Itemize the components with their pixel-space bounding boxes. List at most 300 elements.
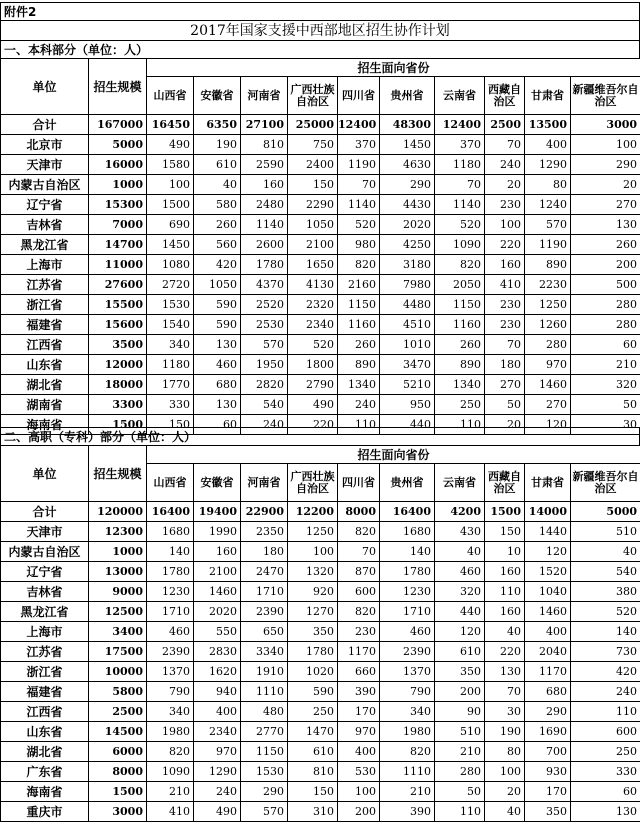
quota-value: 1250 bbox=[525, 295, 571, 315]
quota-value: 810 bbox=[241, 135, 288, 155]
quota-value: 280 bbox=[571, 295, 640, 315]
unit-header: 单位 bbox=[1, 446, 89, 502]
quota-value: 1520 bbox=[525, 562, 571, 582]
quota-value: 4370 bbox=[241, 275, 288, 295]
quota-value: 340 bbox=[380, 702, 435, 722]
quota-value: 2530 bbox=[241, 315, 288, 335]
quota-value: 2600 bbox=[241, 235, 288, 255]
quota-value: 280 bbox=[435, 762, 485, 782]
region-name: 重庆市 bbox=[1, 802, 89, 822]
province-header: 广西壮族自治区 bbox=[288, 77, 338, 115]
region-name: 湖北省 bbox=[1, 742, 89, 762]
quota-value: 1680 bbox=[380, 522, 435, 542]
quota-value: 48300 bbox=[380, 115, 435, 135]
quota-value: 150 bbox=[485, 522, 525, 542]
province-header: 甘肃省 bbox=[525, 77, 571, 115]
province-header: 四川省 bbox=[338, 77, 380, 115]
region-name: 湖北省 bbox=[1, 375, 89, 395]
quota-value: 2290 bbox=[288, 195, 338, 215]
quota-value: 520 bbox=[571, 602, 640, 622]
quota-value: 1290 bbox=[194, 762, 241, 782]
quota-value: 22900 bbox=[241, 502, 288, 522]
quota-value: 270 bbox=[485, 375, 525, 395]
quota-value: 370 bbox=[338, 135, 380, 155]
quota-value: 1780 bbox=[147, 562, 194, 582]
quota-value: 1150 bbox=[241, 742, 288, 762]
quota-value: 160 bbox=[194, 542, 241, 562]
scale-header: 招生规模 bbox=[89, 446, 147, 502]
province-header: 河南省 bbox=[241, 464, 288, 502]
quota-value: 2470 bbox=[241, 562, 288, 582]
quota-value: 200 bbox=[571, 255, 640, 275]
quota-value: 40 bbox=[194, 175, 241, 195]
target-provinces-header: 招生面向省份 bbox=[147, 446, 640, 464]
scale-value: 27600 bbox=[89, 275, 147, 295]
quota-value: 2590 bbox=[241, 155, 288, 175]
quota-value: 7980 bbox=[380, 275, 435, 295]
table-row bbox=[1, 622, 640, 642]
quota-value: 1250 bbox=[288, 522, 338, 542]
quota-value: 200 bbox=[338, 802, 380, 822]
quota-value: 1340 bbox=[338, 375, 380, 395]
quota-value: 970 bbox=[194, 742, 241, 762]
quota-value: 27100 bbox=[241, 115, 288, 135]
quota-value: 1580 bbox=[147, 155, 194, 175]
quota-value: 1240 bbox=[525, 195, 571, 215]
quota-value: 190 bbox=[194, 135, 241, 155]
quota-value: 290 bbox=[525, 702, 571, 722]
quota-value: 270 bbox=[571, 195, 640, 215]
table-row bbox=[1, 315, 640, 335]
quota-value: 1950 bbox=[241, 355, 288, 375]
quota-value: 180 bbox=[241, 542, 288, 562]
quota-value: 230 bbox=[485, 195, 525, 215]
scale-value: 120000 bbox=[89, 502, 147, 522]
quota-value: 20 bbox=[485, 782, 525, 802]
quota-value: 1370 bbox=[147, 662, 194, 682]
quota-value: 270 bbox=[525, 395, 571, 415]
region-name: 山东省 bbox=[1, 355, 89, 375]
quota-value: 40 bbox=[485, 802, 525, 822]
quota-value: 2160 bbox=[338, 275, 380, 295]
quota-value: 120 bbox=[525, 415, 571, 435]
table-row bbox=[1, 602, 640, 622]
scale-value: 18000 bbox=[89, 375, 147, 395]
quota-value: 250 bbox=[288, 702, 338, 722]
region-name: 江苏省 bbox=[1, 275, 89, 295]
scale-value: 8000 bbox=[89, 762, 147, 782]
quota-value: 5000 bbox=[571, 502, 640, 522]
scale-value: 6000 bbox=[89, 742, 147, 762]
quota-value: 1090 bbox=[147, 762, 194, 782]
quota-value: 70 bbox=[338, 542, 380, 562]
quota-value: 1080 bbox=[147, 255, 194, 275]
region-name: 湖南省 bbox=[1, 395, 89, 415]
quota-value: 1160 bbox=[338, 315, 380, 335]
quota-value: 280 bbox=[525, 335, 571, 355]
quota-value: 540 bbox=[571, 562, 640, 582]
quota-value: 2390 bbox=[380, 642, 435, 662]
region-name: 吉林省 bbox=[1, 582, 89, 602]
quota-value: 600 bbox=[571, 722, 640, 742]
quota-value: 560 bbox=[194, 235, 241, 255]
quota-value: 2050 bbox=[435, 275, 485, 295]
region-name: 江西省 bbox=[1, 335, 89, 355]
quota-value: 19400 bbox=[194, 502, 241, 522]
quota-value: 1320 bbox=[288, 562, 338, 582]
region-name: 山东省 bbox=[1, 722, 89, 742]
quota-value: 400 bbox=[525, 622, 571, 642]
province-header: 西藏自治区 bbox=[485, 464, 525, 502]
quota-value: 1980 bbox=[380, 722, 435, 742]
quota-value: 1050 bbox=[288, 215, 338, 235]
quota-value: 1620 bbox=[194, 662, 241, 682]
quota-value: 440 bbox=[435, 602, 485, 622]
scale-value: 12300 bbox=[89, 522, 147, 542]
quota-value: 8000 bbox=[338, 502, 380, 522]
quota-value: 110 bbox=[435, 415, 485, 435]
quota-value: 70 bbox=[485, 135, 525, 155]
scale-value: 11000 bbox=[89, 255, 147, 275]
quota-value: 1460 bbox=[525, 375, 571, 395]
quota-value: 320 bbox=[571, 375, 640, 395]
quota-value: 140 bbox=[571, 622, 640, 642]
quota-value: 400 bbox=[525, 135, 571, 155]
quota-value: 50 bbox=[571, 395, 640, 415]
quota-value: 460 bbox=[380, 622, 435, 642]
table-row bbox=[1, 235, 640, 255]
quota-value: 70 bbox=[435, 175, 485, 195]
quota-value: 1230 bbox=[147, 582, 194, 602]
quota-value: 520 bbox=[338, 215, 380, 235]
region-name: 内蒙古自治区 bbox=[1, 542, 89, 562]
region-name: 上海市 bbox=[1, 255, 89, 275]
table-row bbox=[1, 542, 640, 562]
quota-value: 1770 bbox=[147, 375, 194, 395]
region-name: 合计 bbox=[1, 115, 89, 135]
quota-value: 40 bbox=[435, 542, 485, 562]
province-header: 山西省 bbox=[147, 464, 194, 502]
quota-value: 1690 bbox=[525, 722, 571, 742]
quota-value: 5210 bbox=[380, 375, 435, 395]
quota-value: 460 bbox=[194, 355, 241, 375]
quota-value: 260 bbox=[194, 215, 241, 235]
quota-value: 2020 bbox=[194, 602, 241, 622]
quota-value: 100 bbox=[147, 175, 194, 195]
quota-value: 1230 bbox=[380, 582, 435, 602]
quota-value: 30 bbox=[571, 415, 640, 435]
quota-value: 2830 bbox=[194, 642, 241, 662]
quota-value: 290 bbox=[571, 155, 640, 175]
quota-value: 1150 bbox=[338, 295, 380, 315]
quota-value: 2520 bbox=[241, 295, 288, 315]
quota-value: 20 bbox=[485, 175, 525, 195]
quota-value: 580 bbox=[194, 195, 241, 215]
quota-value: 130 bbox=[571, 215, 640, 235]
quota-value: 1470 bbox=[288, 722, 338, 742]
quota-value: 1180 bbox=[147, 355, 194, 375]
region-name: 黑龙江省 bbox=[1, 602, 89, 622]
quota-value: 1340 bbox=[435, 375, 485, 395]
quota-value: 2480 bbox=[241, 195, 288, 215]
quota-value: 1440 bbox=[525, 522, 571, 542]
total-row bbox=[1, 115, 640, 135]
quota-value: 2020 bbox=[380, 215, 435, 235]
quota-value: 1540 bbox=[147, 315, 194, 335]
quota-value: 160 bbox=[241, 175, 288, 195]
quota-value: 220 bbox=[288, 415, 338, 435]
quota-value: 1780 bbox=[288, 642, 338, 662]
region-name: 辽宁省 bbox=[1, 562, 89, 582]
quota-value: 490 bbox=[147, 135, 194, 155]
quota-value: 970 bbox=[525, 355, 571, 375]
table-row bbox=[1, 582, 640, 602]
region-name: 吉林省 bbox=[1, 215, 89, 235]
quota-value: 350 bbox=[525, 802, 571, 822]
quota-value: 460 bbox=[435, 562, 485, 582]
quota-value: 150 bbox=[288, 782, 338, 802]
table-row bbox=[1, 155, 640, 175]
region-name: 福建省 bbox=[1, 682, 89, 702]
quota-value: 2390 bbox=[241, 602, 288, 622]
table-row bbox=[1, 335, 640, 355]
quota-value: 2790 bbox=[288, 375, 338, 395]
quota-value: 940 bbox=[194, 682, 241, 702]
attachment-label: 附件2 bbox=[0, 2, 640, 20]
province-header: 云南省 bbox=[435, 77, 485, 115]
quota-value: 4510 bbox=[380, 315, 435, 335]
section1-title: 一、本科部分（单位：人） bbox=[0, 40, 640, 58]
quota-value: 1710 bbox=[380, 602, 435, 622]
quota-value: 210 bbox=[380, 782, 435, 802]
quota-value: 110 bbox=[338, 415, 380, 435]
quota-value: 220 bbox=[485, 642, 525, 662]
quota-value: 60 bbox=[571, 782, 640, 802]
quota-value: 1270 bbox=[288, 602, 338, 622]
quota-value: 70 bbox=[338, 175, 380, 195]
quota-value: 240 bbox=[241, 415, 288, 435]
scale-value: 17500 bbox=[89, 642, 147, 662]
quota-value: 280 bbox=[571, 315, 640, 335]
quota-value: 610 bbox=[435, 642, 485, 662]
quota-value: 2100 bbox=[288, 235, 338, 255]
region-name: 上海市 bbox=[1, 622, 89, 642]
quota-value: 730 bbox=[571, 642, 640, 662]
quota-value: 970 bbox=[338, 722, 380, 742]
province-header: 新疆维吾尔自治区 bbox=[571, 77, 640, 115]
quota-value: 12200 bbox=[288, 502, 338, 522]
quota-value: 1450 bbox=[147, 235, 194, 255]
quota-value: 200 bbox=[435, 682, 485, 702]
quota-value: 1460 bbox=[525, 602, 571, 622]
quota-value: 420 bbox=[194, 255, 241, 275]
quota-value: 1050 bbox=[194, 275, 241, 295]
quota-value: 180 bbox=[485, 355, 525, 375]
quota-value: 500 bbox=[571, 275, 640, 295]
quota-value: 240 bbox=[485, 155, 525, 175]
province-header: 安徽省 bbox=[194, 464, 241, 502]
quota-value: 3340 bbox=[241, 642, 288, 662]
quota-value: 1710 bbox=[241, 582, 288, 602]
section1-table bbox=[0, 58, 640, 435]
target-provinces-header: 招生面向省份 bbox=[147, 59, 640, 77]
quota-value: 30 bbox=[485, 702, 525, 722]
quota-value: 680 bbox=[525, 682, 571, 702]
table-row bbox=[1, 295, 640, 315]
quota-value: 600 bbox=[338, 582, 380, 602]
quota-value: 140 bbox=[147, 542, 194, 562]
region-name: 海南省 bbox=[1, 782, 89, 802]
quota-value: 790 bbox=[380, 682, 435, 702]
quota-value: 120 bbox=[435, 622, 485, 642]
table-row bbox=[1, 522, 640, 542]
scale-value: 3000 bbox=[89, 802, 147, 822]
quota-value: 3180 bbox=[380, 255, 435, 275]
quota-value: 70 bbox=[485, 682, 525, 702]
quota-value: 40 bbox=[571, 542, 640, 562]
quota-value: 2720 bbox=[147, 275, 194, 295]
province-header: 贵州省 bbox=[380, 464, 435, 502]
quota-value: 400 bbox=[338, 742, 380, 762]
region-name: 天津市 bbox=[1, 522, 89, 542]
quota-value: 920 bbox=[288, 582, 338, 602]
quota-value: 160 bbox=[485, 562, 525, 582]
quota-value: 1530 bbox=[241, 762, 288, 782]
region-name: 辽宁省 bbox=[1, 195, 89, 215]
quota-value: 590 bbox=[288, 682, 338, 702]
scale-value: 16000 bbox=[89, 155, 147, 175]
quota-value: 1180 bbox=[435, 155, 485, 175]
scale-value: 1500 bbox=[89, 415, 147, 435]
quota-value: 12400 bbox=[338, 115, 380, 135]
quota-value: 16400 bbox=[147, 502, 194, 522]
quota-value: 1140 bbox=[435, 195, 485, 215]
quota-value: 50 bbox=[435, 782, 485, 802]
quota-value: 240 bbox=[571, 682, 640, 702]
scale-value: 15500 bbox=[89, 295, 147, 315]
quota-value: 890 bbox=[338, 355, 380, 375]
table-row bbox=[1, 175, 640, 195]
quota-value: 260 bbox=[435, 335, 485, 355]
quota-value: 250 bbox=[435, 395, 485, 415]
quota-value: 16400 bbox=[380, 502, 435, 522]
table-row bbox=[1, 742, 640, 762]
quota-value: 930 bbox=[525, 762, 571, 782]
quota-value: 520 bbox=[435, 215, 485, 235]
header-row bbox=[1, 59, 640, 77]
quota-value: 1010 bbox=[380, 335, 435, 355]
quota-value: 320 bbox=[435, 582, 485, 602]
quota-value: 4130 bbox=[288, 275, 338, 295]
region-name: 合计 bbox=[1, 502, 89, 522]
quota-value: 2340 bbox=[194, 722, 241, 742]
total-row bbox=[1, 502, 640, 522]
scale-value: 13000 bbox=[89, 562, 147, 582]
region-name: 江西省 bbox=[1, 702, 89, 722]
quota-value: 3470 bbox=[380, 355, 435, 375]
quota-value: 100 bbox=[485, 215, 525, 235]
quota-value: 820 bbox=[147, 742, 194, 762]
quota-value: 680 bbox=[194, 375, 241, 395]
quota-value: 190 bbox=[485, 722, 525, 742]
quota-value: 150 bbox=[147, 415, 194, 435]
quota-value: 2350 bbox=[241, 522, 288, 542]
quota-value: 1780 bbox=[380, 562, 435, 582]
quota-value: 2390 bbox=[147, 642, 194, 662]
scale-value: 12000 bbox=[89, 355, 147, 375]
region-name: 北京市 bbox=[1, 135, 89, 155]
scale-value: 5800 bbox=[89, 682, 147, 702]
quota-value: 160 bbox=[485, 602, 525, 622]
quota-value: 2040 bbox=[525, 642, 571, 662]
quota-value: 410 bbox=[147, 802, 194, 822]
quota-value: 290 bbox=[241, 782, 288, 802]
quota-value: 13500 bbox=[525, 115, 571, 135]
quota-value: 750 bbox=[288, 135, 338, 155]
quota-value: 540 bbox=[241, 395, 288, 415]
region-name: 广东省 bbox=[1, 762, 89, 782]
region-name: 天津市 bbox=[1, 155, 89, 175]
quota-value: 1780 bbox=[241, 255, 288, 275]
quota-value: 130 bbox=[194, 335, 241, 355]
quota-value: 210 bbox=[147, 782, 194, 802]
quota-value: 290 bbox=[380, 175, 435, 195]
table-row bbox=[1, 395, 640, 415]
table-row bbox=[1, 782, 640, 802]
scale-value: 14500 bbox=[89, 722, 147, 742]
region-name: 内蒙古自治区 bbox=[1, 175, 89, 195]
quota-value: 1680 bbox=[147, 522, 194, 542]
document-title: 2017年国家支援中西部地区招生协作计划 bbox=[0, 20, 640, 40]
quota-value: 420 bbox=[571, 662, 640, 682]
quota-value: 1160 bbox=[435, 315, 485, 335]
quota-value: 1450 bbox=[380, 135, 435, 155]
quota-value: 1190 bbox=[525, 235, 571, 255]
quota-value: 240 bbox=[194, 782, 241, 802]
quota-value: 170 bbox=[338, 702, 380, 722]
quota-value: 2400 bbox=[288, 155, 338, 175]
quota-value: 260 bbox=[571, 235, 640, 255]
quota-value: 260 bbox=[338, 335, 380, 355]
quota-value: 250 bbox=[571, 742, 640, 762]
quota-value: 60 bbox=[571, 335, 640, 355]
quota-value: 390 bbox=[338, 682, 380, 702]
unit-header: 单位 bbox=[1, 59, 89, 115]
quota-value: 1020 bbox=[288, 662, 338, 682]
scale-value: 1000 bbox=[89, 175, 147, 195]
quota-value: 460 bbox=[147, 622, 194, 642]
header-row bbox=[1, 446, 640, 464]
table-row bbox=[1, 195, 640, 215]
quota-value: 1260 bbox=[525, 315, 571, 335]
quota-value: 1980 bbox=[147, 722, 194, 742]
quota-value: 340 bbox=[147, 335, 194, 355]
quota-value: 510 bbox=[435, 722, 485, 742]
quota-value: 60 bbox=[194, 415, 241, 435]
scale-value: 10000 bbox=[89, 662, 147, 682]
table-row bbox=[1, 355, 640, 375]
quota-value: 100 bbox=[571, 135, 640, 155]
quota-value: 690 bbox=[147, 215, 194, 235]
quota-value: 90 bbox=[435, 702, 485, 722]
quota-value: 700 bbox=[525, 742, 571, 762]
quota-value: 430 bbox=[435, 522, 485, 542]
quota-value: 1150 bbox=[435, 295, 485, 315]
quota-value: 20 bbox=[571, 175, 640, 195]
quota-value: 790 bbox=[147, 682, 194, 702]
quota-value: 140 bbox=[380, 542, 435, 562]
quota-value: 1110 bbox=[380, 762, 435, 782]
